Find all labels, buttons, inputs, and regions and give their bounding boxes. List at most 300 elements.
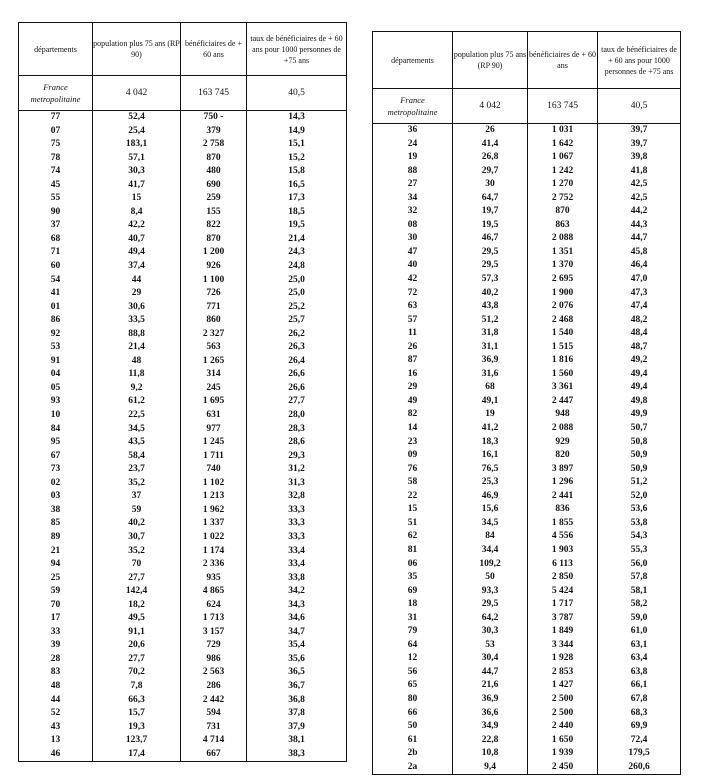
- cell-taux: 29,3: [247, 450, 347, 464]
- cell-departement: 68: [19, 233, 93, 247]
- table-row: [19, 301, 347, 315]
- table-row: [19, 423, 347, 437]
- table-row: [373, 679, 681, 693]
- cell-population: 37: [93, 490, 181, 504]
- cell-population: 30,3: [93, 165, 181, 179]
- table-row: [373, 463, 681, 477]
- cell-departement: 26: [373, 341, 453, 355]
- table-row: [373, 530, 681, 544]
- cell-population: 26,8: [453, 151, 528, 165]
- table-row: [19, 206, 347, 220]
- cell-beneficiaires: 771: [181, 301, 247, 315]
- cell-departement: 64: [373, 639, 453, 653]
- table-row: [19, 748, 347, 762]
- cell-taux: 49,8: [598, 395, 681, 409]
- cell-taux: 33,3: [247, 517, 347, 531]
- table-row: [19, 585, 347, 599]
- cell-taux: 47,3: [598, 287, 681, 301]
- table-row: [373, 734, 681, 748]
- table-row: [19, 545, 347, 559]
- table-row: [19, 395, 347, 409]
- cell-departement: 37: [19, 219, 93, 233]
- cell-departement: 65: [373, 679, 453, 693]
- cell-population: 93,3: [453, 585, 528, 599]
- cell-departement: 23: [373, 436, 453, 450]
- cell-population: 35,2: [93, 545, 181, 559]
- cell-taux: 35,6: [247, 653, 347, 667]
- table-row: [19, 152, 347, 166]
- cell-departement: 08: [373, 219, 453, 233]
- cell-population: 91,1: [93, 626, 181, 640]
- cell-departement: 94: [19, 558, 93, 572]
- cell-beneficiaires: 2 450: [528, 761, 598, 775]
- cell-departement: 22: [373, 490, 453, 504]
- cell-population: 41,2: [453, 422, 528, 436]
- cell-departement: 46: [19, 748, 93, 762]
- cell-beneficiaires: 935: [181, 572, 247, 586]
- cell-departement: 85: [19, 517, 93, 531]
- cell-beneficiaires: 594: [181, 707, 247, 721]
- table-row: [373, 476, 681, 490]
- cell-population: 46,9: [453, 490, 528, 504]
- cell-taux: 27,7: [247, 395, 347, 409]
- cell-departement: 43: [19, 721, 93, 735]
- cell-beneficiaires: 245: [181, 382, 247, 396]
- cell-taux: 57,8: [598, 571, 681, 585]
- cell-beneficiaires: 1 270: [528, 178, 598, 192]
- cell-taux: 67,8: [598, 693, 681, 707]
- france-label: France: [400, 95, 425, 105]
- cell-population: 29: [93, 287, 181, 301]
- cell-taux: 47,0: [598, 273, 681, 287]
- cell-population: 8,4: [93, 206, 181, 220]
- cell-beneficiaires: 480: [181, 165, 247, 179]
- cell-population: 57,3: [453, 273, 528, 287]
- table-row: [373, 707, 681, 721]
- table-row: [373, 138, 681, 152]
- cell-population: 16,1: [453, 449, 528, 463]
- cell-population: 18,2: [93, 599, 181, 613]
- cell-beneficiaires: 1 962: [181, 504, 247, 518]
- table-row: [19, 572, 347, 586]
- cell-departement: 11: [373, 327, 453, 341]
- cell-population: 26: [453, 124, 528, 138]
- cell-population: 30,4: [453, 652, 528, 666]
- cell-beneficiaires: 870: [181, 233, 247, 247]
- table-row: [373, 165, 681, 179]
- cell-population: 18,3: [453, 436, 528, 450]
- cell-beneficiaires: 926: [181, 260, 247, 274]
- cell-beneficiaires: 3 897: [528, 463, 598, 477]
- cell-population: 15,7: [93, 707, 181, 721]
- cell-beneficiaires: 1 296: [528, 476, 598, 490]
- cell-population: 66,3: [93, 694, 181, 708]
- cell-departement: 63: [373, 300, 453, 314]
- cell-beneficiaires: 2 500: [528, 707, 598, 721]
- table-row: [19, 219, 347, 233]
- cell-population: 15: [93, 192, 181, 206]
- cell-beneficiaires: 690: [181, 179, 247, 193]
- cell-taux: 14,9: [247, 125, 347, 139]
- table-row: [373, 124, 681, 138]
- cell-population: 49,1: [453, 395, 528, 409]
- cell-taux: 26,4: [247, 355, 347, 369]
- table-row: [19, 707, 347, 721]
- cell-departement: 47: [373, 246, 453, 260]
- cell-population: 25,3: [453, 476, 528, 490]
- table-row: [373, 666, 681, 680]
- cell-departement: 56: [373, 666, 453, 680]
- cell-departement: 06: [373, 558, 453, 572]
- france-label: France: [43, 82, 68, 92]
- cell-population: 27,7: [93, 653, 181, 667]
- cell-population: 57,1: [93, 152, 181, 166]
- cell-taux: 53,6: [598, 503, 681, 517]
- cell-departement: 52: [19, 707, 93, 721]
- cell-departement: [373, 89, 453, 124]
- cell-departement: 04: [19, 368, 93, 382]
- cell-taux: 40,5: [247, 76, 347, 111]
- cell-beneficiaires: 2 853: [528, 666, 598, 680]
- cell-beneficiaires: 863: [528, 219, 598, 233]
- cell-beneficiaires: 624: [181, 599, 247, 613]
- cell-beneficiaires: 314: [181, 368, 247, 382]
- table-row: [19, 721, 347, 735]
- cell-taux: 56,0: [598, 558, 681, 572]
- cell-population: 68: [453, 381, 528, 395]
- cell-population: 36,9: [453, 693, 528, 707]
- cell-beneficiaires: 1 337: [181, 517, 247, 531]
- table-row: [373, 205, 681, 219]
- cell-population: 9,4: [453, 761, 528, 775]
- cell-departement: 77: [19, 111, 93, 125]
- cell-taux: 52,0: [598, 490, 681, 504]
- table-row: [373, 449, 681, 463]
- cell-taux: 26,6: [247, 368, 347, 382]
- table-row: [373, 436, 681, 450]
- cell-population: 21,4: [93, 341, 181, 355]
- cell-taux: 28,0: [247, 409, 347, 423]
- cell-population: 70,2: [93, 666, 181, 680]
- cell-population: 52,4: [93, 111, 181, 125]
- table-row: [373, 693, 681, 707]
- cell-departement: 21: [19, 545, 93, 559]
- cell-population: 51,2: [453, 314, 528, 328]
- cell-beneficiaires: 1 855: [528, 517, 598, 531]
- header-taux: taux de bénéficiaires de + 60 ans pour 1000 personnes de +75 ans: [247, 23, 347, 76]
- cell-departement: 28: [19, 653, 93, 667]
- cell-departement: 45: [19, 179, 93, 193]
- cell-population: 59: [93, 504, 181, 518]
- cell-population: 31,8: [453, 327, 528, 341]
- cell-beneficiaires: 379: [181, 125, 247, 139]
- cell-population: 19: [453, 408, 528, 422]
- cell-beneficiaires: 948: [528, 408, 598, 422]
- cell-departement: 35: [373, 571, 453, 585]
- cell-taux: 40,5: [598, 89, 681, 124]
- cell-population: 21,6: [453, 679, 528, 693]
- cell-taux: 28,6: [247, 436, 347, 450]
- cell-departement: 84: [19, 423, 93, 437]
- cell-beneficiaires: 740: [181, 463, 247, 477]
- cell-population: 42,2: [93, 219, 181, 233]
- cell-beneficiaires: 155: [181, 206, 247, 220]
- cell-taux: 14,3: [247, 111, 347, 125]
- cell-taux: 15,2: [247, 152, 347, 166]
- cell-beneficiaires: 4 714: [181, 734, 247, 748]
- cell-population: 22,5: [93, 409, 181, 423]
- cell-beneficiaires: 870: [181, 152, 247, 166]
- cell-beneficiaires: 1 695: [181, 395, 247, 409]
- cell-taux: 33,4: [247, 558, 347, 572]
- cell-beneficiaires: 163 745: [181, 76, 247, 111]
- table-row: [19, 531, 347, 545]
- cell-departement: 51: [373, 517, 453, 531]
- table-row: [373, 422, 681, 436]
- cell-population: 37,4: [93, 260, 181, 274]
- cell-beneficiaires: 667: [181, 748, 247, 762]
- cell-departement: 03: [19, 490, 93, 504]
- cell-beneficiaires: 163 745: [528, 89, 598, 124]
- cell-beneficiaires: 2 695: [528, 273, 598, 287]
- cell-departement: 32: [373, 205, 453, 219]
- cell-departement: 90: [19, 206, 93, 220]
- table-row: [19, 599, 347, 613]
- cell-beneficiaires: 726: [181, 287, 247, 301]
- cell-beneficiaires: 2 440: [528, 720, 598, 734]
- cell-population: 43,8: [453, 300, 528, 314]
- cell-departement: 48: [19, 680, 93, 694]
- cell-beneficiaires: 3 344: [528, 639, 598, 653]
- cell-taux: 48,4: [598, 327, 681, 341]
- cell-departement: 69: [373, 585, 453, 599]
- cell-taux: 58,2: [598, 598, 681, 612]
- cell-population: 33,5: [93, 314, 181, 328]
- cell-beneficiaires: 1 174: [181, 545, 247, 559]
- cell-population: 84: [453, 530, 528, 544]
- cell-departement: 2a: [373, 761, 453, 775]
- table-row: [373, 503, 681, 517]
- table-row: [373, 598, 681, 612]
- cell-departement: 57: [373, 314, 453, 328]
- cell-beneficiaires: 836: [528, 503, 598, 517]
- cell-taux: 47,4: [598, 300, 681, 314]
- cell-taux: 58,1: [598, 585, 681, 599]
- cell-departement: 75: [19, 138, 93, 152]
- cell-departement: 33: [19, 626, 93, 640]
- table-row: [19, 504, 347, 518]
- table-row: [19, 355, 347, 369]
- cell-beneficiaires: 1 515: [528, 341, 598, 355]
- cell-taux: 41,8: [598, 165, 681, 179]
- cell-departement: 16: [373, 368, 453, 382]
- cell-beneficiaires: 1 713: [181, 612, 247, 626]
- cell-taux: 63,1: [598, 639, 681, 653]
- table-row: [19, 341, 347, 355]
- cell-taux: 39,7: [598, 124, 681, 138]
- cell-population: 44,7: [453, 666, 528, 680]
- cell-departement: 12: [373, 652, 453, 666]
- table-row: [19, 246, 347, 260]
- cell-departement: 39: [19, 639, 93, 653]
- cell-departement: 14: [373, 422, 453, 436]
- cell-population: 40,2: [93, 517, 181, 531]
- cell-taux: 33,8: [247, 572, 347, 586]
- table-row: [373, 720, 681, 734]
- cell-taux: 51,2: [598, 476, 681, 490]
- cell-beneficiaires: 2 447: [528, 395, 598, 409]
- cell-departement: 09: [373, 449, 453, 463]
- cell-taux: 16,5: [247, 179, 347, 193]
- cell-taux: 179,5: [598, 747, 681, 761]
- cell-population: 19,5: [453, 219, 528, 233]
- table-row: [19, 463, 347, 477]
- table-row: [373, 368, 681, 382]
- table-row: [19, 368, 347, 382]
- table-right: [372, 31, 681, 775]
- cell-departement: 13: [19, 734, 93, 748]
- cell-departement: 88: [373, 165, 453, 179]
- table-row: [19, 680, 347, 694]
- cell-taux: 66,1: [598, 679, 681, 693]
- cell-population: 48: [93, 355, 181, 369]
- cell-population: 29,7: [453, 165, 528, 179]
- cell-taux: 34,7: [247, 626, 347, 640]
- table-row: [19, 111, 347, 125]
- cell-taux: 63,8: [598, 666, 681, 680]
- table-row: [19, 192, 347, 206]
- cell-taux: 33,4: [247, 545, 347, 559]
- cell-departement: 74: [19, 165, 93, 179]
- cell-taux: 18,5: [247, 206, 347, 220]
- cell-population: 49,4: [93, 246, 181, 260]
- cell-departement: 25: [19, 572, 93, 586]
- table-row: [373, 585, 681, 599]
- cell-taux: 36,8: [247, 694, 347, 708]
- table-row: [19, 233, 347, 247]
- cell-beneficiaires: 1 928: [528, 652, 598, 666]
- cell-departement: 30: [373, 232, 453, 246]
- cell-beneficiaires: 870: [528, 205, 598, 219]
- table-row: [19, 138, 347, 152]
- cell-taux: 19,5: [247, 219, 347, 233]
- cell-departement: 49: [373, 395, 453, 409]
- table-row: [373, 151, 681, 165]
- table-row: [373, 327, 681, 341]
- header-taux: taux de bénéficiaires de + 60 ans pour 1000 personnes de +75 ans: [598, 32, 681, 89]
- cell-population: 30,7: [93, 531, 181, 545]
- cell-beneficiaires: 986: [181, 653, 247, 667]
- cell-population: 61,2: [93, 395, 181, 409]
- cell-taux: 26,2: [247, 328, 347, 342]
- table-row: [19, 517, 347, 531]
- cell-departement: 59: [19, 585, 93, 599]
- cell-beneficiaires: 822: [181, 219, 247, 233]
- cell-beneficiaires: 1 102: [181, 477, 247, 491]
- cell-taux: 33,3: [247, 504, 347, 518]
- cell-taux: 42,5: [598, 192, 681, 206]
- cell-taux: 35,4: [247, 639, 347, 653]
- cell-taux: 50,9: [598, 463, 681, 477]
- cell-departement: 81: [373, 544, 453, 558]
- cell-beneficiaires: 1 370: [528, 259, 598, 273]
- cell-departement: 67: [19, 450, 93, 464]
- cell-taux: 49,4: [598, 368, 681, 382]
- table-row: [373, 558, 681, 572]
- table-row: [19, 450, 347, 464]
- table-row: [373, 639, 681, 653]
- cell-population: 22,8: [453, 734, 528, 748]
- cell-departement: 80: [373, 693, 453, 707]
- table-row: [19, 639, 347, 653]
- cell-population: 46,7: [453, 232, 528, 246]
- cell-departement: 55: [19, 192, 93, 206]
- cell-population: 31,1: [453, 341, 528, 355]
- cell-taux: 26,6: [247, 382, 347, 396]
- cell-taux: 37,8: [247, 707, 347, 721]
- cell-taux: 31,2: [247, 463, 347, 477]
- cell-beneficiaires: 750 -: [181, 111, 247, 125]
- cell-beneficiaires: 820: [528, 449, 598, 463]
- cell-departement: 15: [373, 503, 453, 517]
- cell-population: 49,5: [93, 612, 181, 626]
- cell-departement: 58: [373, 476, 453, 490]
- table-row: [19, 274, 347, 288]
- cell-beneficiaires: 1 816: [528, 354, 598, 368]
- table-row: [373, 395, 681, 409]
- table-row: [373, 246, 681, 260]
- cell-population: 64,2: [453, 612, 528, 626]
- cell-taux: 260,6: [598, 761, 681, 775]
- cell-population: 41,4: [453, 138, 528, 152]
- metropolitaine-label: metropolitaine: [30, 94, 81, 104]
- cell-departement: 50: [373, 720, 453, 734]
- cell-departement: [19, 76, 93, 111]
- cell-departement: 31: [373, 612, 453, 626]
- cell-beneficiaires: 2 076: [528, 300, 598, 314]
- cell-beneficiaires: 2 088: [528, 422, 598, 436]
- cell-population: 142,4: [93, 585, 181, 599]
- cell-taux: 45,8: [598, 246, 681, 260]
- cell-departement: 41: [19, 287, 93, 301]
- cell-departement: 73: [19, 463, 93, 477]
- cell-population: 30,6: [93, 301, 181, 315]
- table-row: [19, 734, 347, 748]
- cell-taux: 31,3: [247, 477, 347, 491]
- table-row: [373, 300, 681, 314]
- cell-taux: 32,8: [247, 490, 347, 504]
- cell-beneficiaires: 2 441: [528, 490, 598, 504]
- table-row: [373, 287, 681, 301]
- cell-beneficiaires: 729: [181, 639, 247, 653]
- table-row: [373, 314, 681, 328]
- cell-beneficiaires: 1 351: [528, 246, 598, 260]
- cell-taux: 25,0: [247, 274, 347, 288]
- cell-beneficiaires: 1 213: [181, 490, 247, 504]
- cell-taux: 44,2: [598, 205, 681, 219]
- table-row: [373, 192, 681, 206]
- cell-taux: 55,3: [598, 544, 681, 558]
- cell-departement: 86: [19, 314, 93, 328]
- cell-departement: 82: [373, 408, 453, 422]
- table-row: [19, 490, 347, 504]
- cell-beneficiaires: 1 022: [181, 531, 247, 545]
- cell-beneficiaires: 286: [181, 680, 247, 694]
- table-row: [19, 328, 347, 342]
- cell-population: 183,1: [93, 138, 181, 152]
- table-left: [18, 22, 347, 762]
- cell-beneficiaires: 1 939: [528, 747, 598, 761]
